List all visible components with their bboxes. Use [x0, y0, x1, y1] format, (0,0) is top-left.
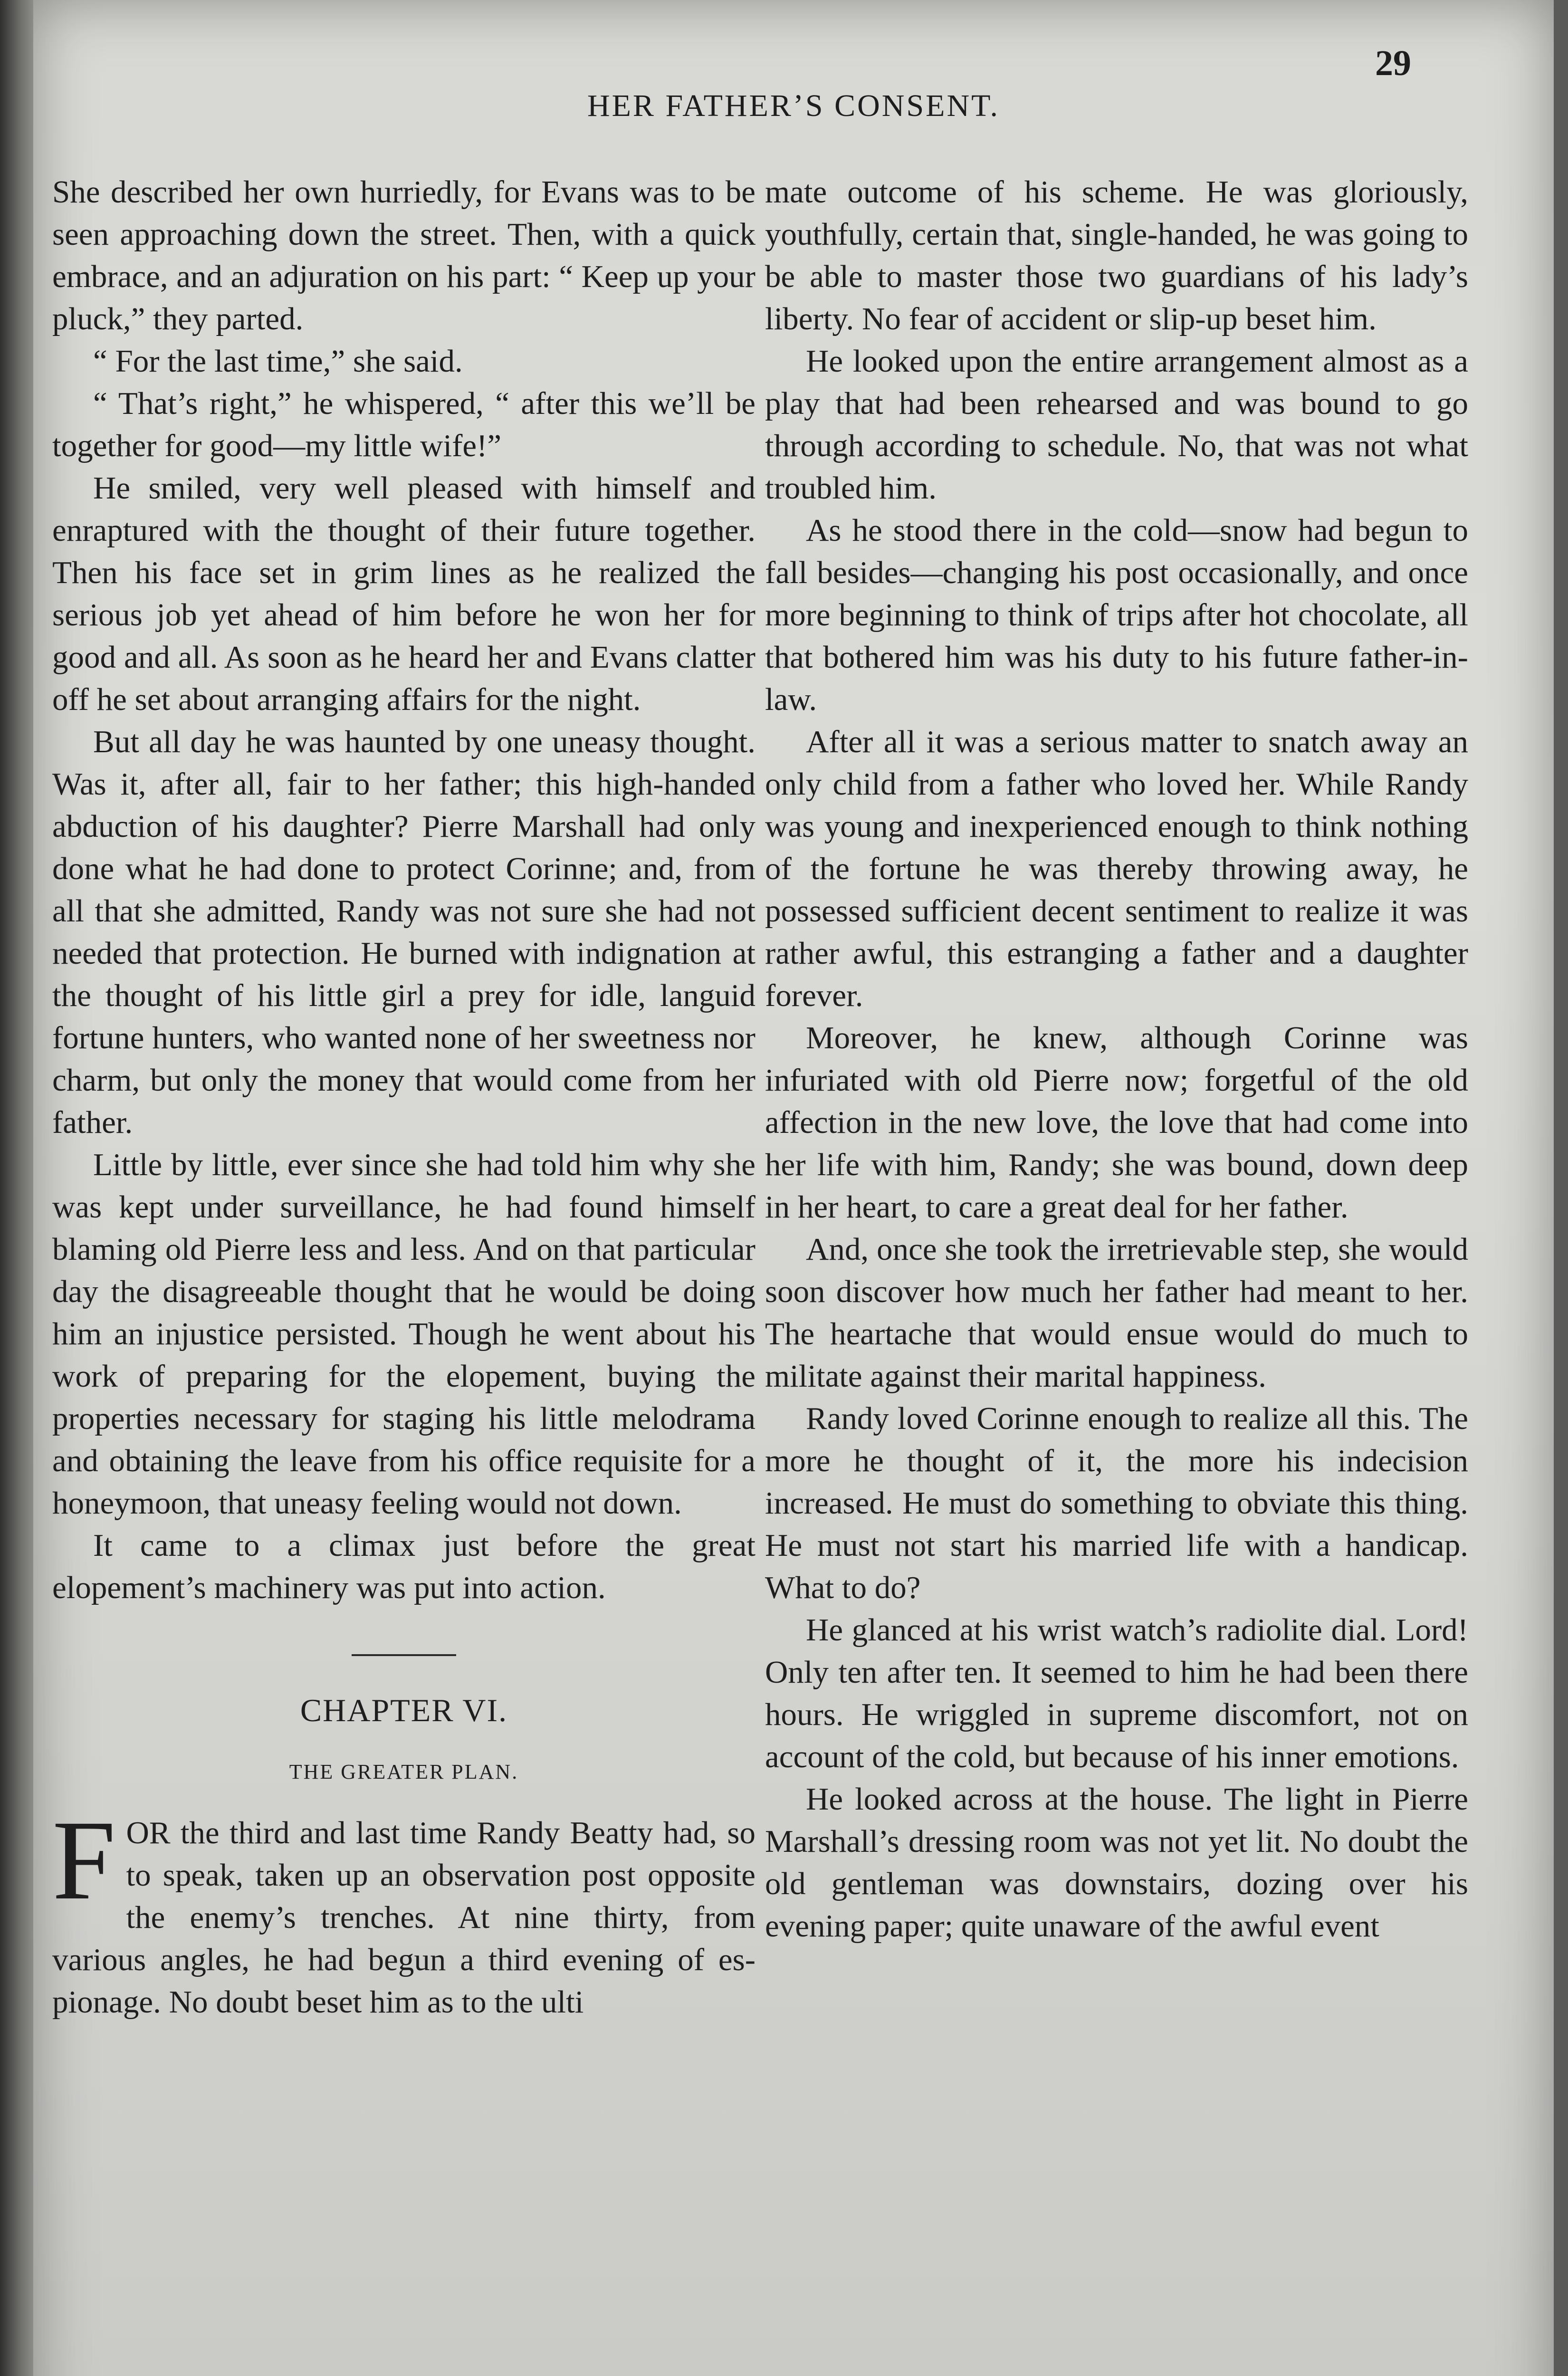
magazine-page [33, 0, 1554, 2376]
paragraph: He looked upon the entire arrangement almost as a play that had been rehearsed and was bound to go through according to schedule. No, that was not what troubled him. [765, 344, 1468, 506]
paragraph: He looked across at the house. The light in Pierre Marshall’s dressing room was not yet lit. No doubt the old gentleman was downstairs, dozing over his evening paper; quite unaware of the awful event [765, 1782, 1468, 1944]
paragraph: He smiled, very well pleased with himself and enraptured with the thought of their future together. Then his face set in grim lines as he realized the serious job yet ahead of him before he won her for good and all. As soon as he heard her and Evans clatter off he set about arranging affairs for the night. [52, 470, 755, 717]
right-column [765, 171, 1468, 1947]
section-divider [352, 1654, 456, 1656]
running-head: HER FATHER’S CONSENT. [587, 88, 1000, 123]
left-column [52, 171, 755, 2023]
paragraph: As he stood there in the cold—snow had begun to fall besides—changing his post occasionally, and once more beginning to think of trips after hot chocolate, all that bothered him was his duty to his future father-in-law. [765, 513, 1468, 717]
chapter-opening-text: OR the third and last time Randy Beatty had, so to speak, taken up an observation post opposite the enemy’s trenches. At nine thirty, from various angles, he had begun a third evening of espionage. No doubt beset him as to the ulti [52, 1815, 755, 2020]
drop-cap: F [52, 1797, 116, 1923]
paragraph: mate outcome of his scheme. He was gloriously, youthfully, certain that, single-handed, he was going to be able to master those two guardians of his lady’s liberty. No fear of accident or slip-up beset him. [765, 174, 1468, 336]
paragraph: She described her own hurriedly, for Evans was to be seen approaching down the street. Then, with a quick embrace, and an adjuration on his part: “ Keep up your pluck,” they parted. [52, 174, 755, 336]
chapter-subtitle: THE GREATER PLAN. [289, 1760, 519, 1783]
chapter-opening-paragraph [52, 1797, 755, 2023]
chapter-title: CHAPTER VI. [300, 1692, 508, 1728]
paragraph: “ For the last time,” she said. [93, 344, 463, 379]
paragraph: But all day he was haunted by one uneasy thought. Was it, after all, fair to her father; this high-handed abduction of his daughter? Pierre Marshall had only done what he had done to protect Corinne; and, from all that she admitted, Randy was not sure she had not needed that protection. He burned with indignation at the thought of his little girl a prey for idle, languid fortune hunters, who wanted none of her sweetness nor charm, but only the money that would come from her father. [52, 724, 755, 1140]
paragraph: It came to a climax just before the great elopement’s machinery was put into action. [52, 1528, 755, 1605]
paragraph: “ That’s right,” he whispered, “ after this we’ll be together for good—my little wife!” [52, 386, 755, 463]
page-number: 29 [1375, 43, 1411, 83]
paragraph: Little by little, ever since she had told him why she was kept under surveillance, he had found himself blaming old Pierre less and less. And on that particular day the disagreeable thought that he would be doing him an injustice persisted. Though he went about his work of preparing for the elopement, buying the properties necessary for staging his little melodrama and obtaining the leave from his office requisite for a honeymoon, that uneasy feeling would not down. [52, 1147, 755, 1521]
paragraph: And, once she took the irretrievable step, she would soon discover how much her father had meant to her. The heartache that would ensue would do much to militate against their marital happiness. [765, 1232, 1468, 1394]
paragraph: After all it was a serious matter to snatch away an only child from a father who loved her. While Randy was young and inexperienced enough to think nothing of the fortune he was thereby throwing away, he possessed sufficient decent sentiment to realize it was rather awful, this estranging a father and a daughter forever. [765, 724, 1468, 1013]
paragraph: He glanced at his wrist watch’s radiolite dial. Lord! Only ten after ten. It seemed to him he had been there hours. He wriggled in supreme discomfort, not on account of the cold, but because of his inner emotions. [765, 1612, 1468, 1774]
book-spine-shadow [0, 0, 33, 2376]
paragraph: Moreover, he knew, although Corinne was infuriated with old Pierre now; forgetful of the old affection in the new love, the love that had come into her life with him, Randy; she was bound, down deep in her heart, to care a great deal for her father. [765, 1020, 1468, 1225]
paragraph: Randy loved Corinne enough to realize all this. The more he thought of it, the more his indecision increased. He must do something to obviate this thing. He must not start his married life with a handicap. What to do? [765, 1401, 1468, 1605]
